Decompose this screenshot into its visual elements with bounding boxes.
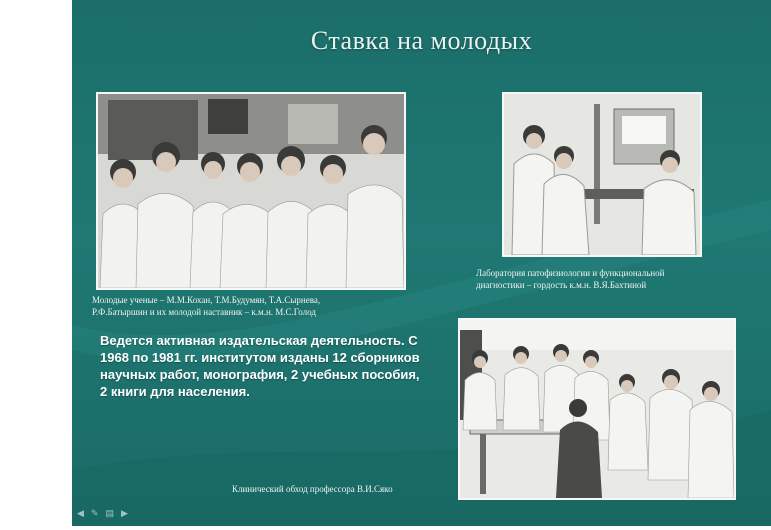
group-photo bbox=[96, 92, 406, 290]
arrow-right-icon[interactable]: ▶ bbox=[120, 508, 128, 518]
publishing-activity-text: Ведется активная издательская деятельность. С 1968 по 1981 гг. институтом изданы 12 сборников научных работ, монография, 2 учебных пособия, 2 книги для населения. bbox=[100, 333, 420, 399]
lab-photo bbox=[502, 92, 702, 257]
caption-line: Лаборатория патофизиологии и функциональной bbox=[476, 268, 665, 278]
clinic-rounds-photo bbox=[458, 318, 736, 500]
slideshow-nav bbox=[77, 508, 128, 519]
clinic-photo-caption: Клинический обход профессора В.И.Сяко bbox=[232, 484, 393, 494]
caption-line: Молодые ученые – М.М.Кохан, Т.М.Будумян, Т.А.Сырнева, bbox=[92, 295, 321, 305]
caption-line: Р.Ф.Батыршин и их молодой наставник – к.м.н. М.С.Голод bbox=[92, 307, 316, 317]
group-photo-caption bbox=[92, 294, 320, 318]
presentation-slide bbox=[72, 0, 771, 526]
arrow-left-icon[interactable]: ◀ bbox=[77, 508, 84, 518]
slide-title: Ставка на молодых bbox=[310, 26, 533, 55]
caption-line: диагностики – гордость к.м.н. В.Я.Бахтиной bbox=[476, 280, 647, 290]
lab-photo-caption bbox=[476, 267, 664, 291]
pen-icon[interactable]: ✎ bbox=[90, 508, 99, 518]
menu-icon[interactable]: ▤ bbox=[105, 508, 114, 518]
